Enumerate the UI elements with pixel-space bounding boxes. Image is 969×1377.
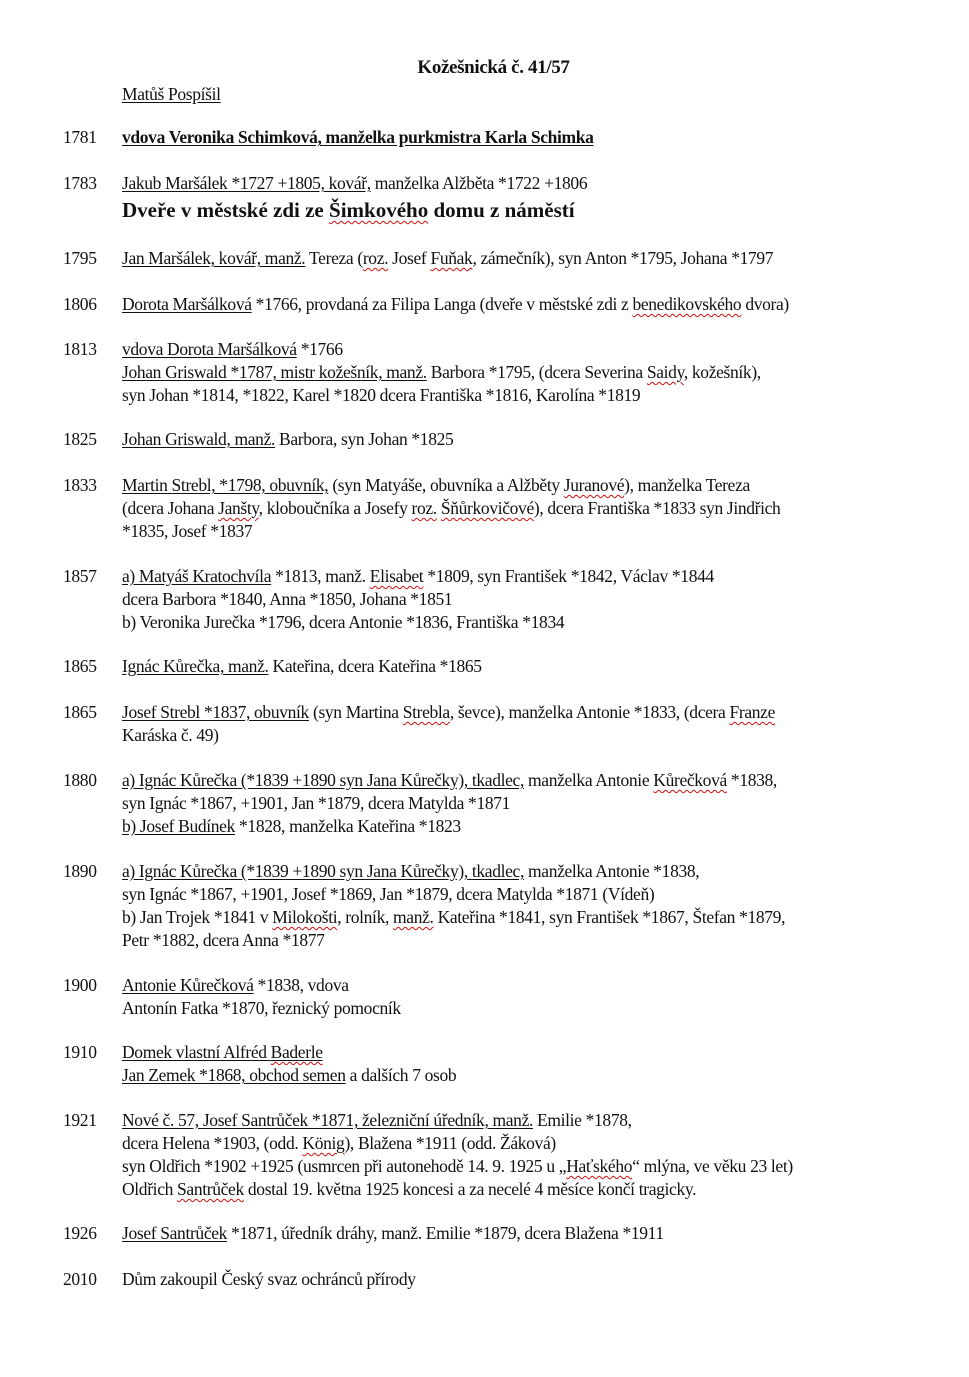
entry-line: dcera Helena *1903, (odd. König), Blažena *1911 (odd. Žáková) [122,1133,556,1153]
entry-line: b) Josef Budínek *1828, manželka Kateřina *1823 [122,816,461,836]
entry-line: dcera Barbora *1840, Anna *1850, Johana *1851 [122,589,453,609]
entry-year: 1880 [63,770,97,790]
entry-year: 1910 [63,1042,97,1062]
entry-line: Jan Maršálek, kovář, manž. Tereza (roz. Josef Fuňak, zámečník), syn Anton *1795, Johana *1797 [122,248,774,268]
entry-line: Nové č. 57, Josef Santrůček *1871, železniční úředník, manž. Emilie *1878, [122,1110,632,1130]
entry-line: Martin Strebl, *1798, obuvník, (syn Matyáše, obuvníka a Alžběty Juranové), manželka Tereza [122,475,750,495]
entry-text [122,1222,932,1245]
entry-line: Ignác Kůrečka, manž. Kateřina, dcera Kateřina *1865 [122,656,482,676]
entry-line: vdova Veronika Schimková, manželka purkmistra Karla Schimka [122,127,594,147]
entry-line: Domek vlastní Alfréd Baderle [122,1042,323,1062]
entry-line: b) Jan Trojek *1841 v Milokošti, rolník, manž. Kateřina *1841, syn František *1867, Štefan *1879, [122,907,786,927]
entry-line: Dorota Maršálková *1766, provdaná za Filipa Langa (dveře v městské zdi z benedikovského dvora) [122,294,789,314]
entry-text [122,428,932,451]
entry-year: 1865 [63,702,97,722]
entry-year: 1857 [63,566,97,586]
document-title: Kožešnická č. 41/57 [417,57,570,78]
entry-line: Johan Griswald *1787, mistr kožešník, manž. Barbora *1795, (dcera Severina Saidy, kožešník), [122,362,761,382]
entry-line: Josef Strebl *1837, obuvník (syn Martina Strebla, ševce), manželka Antonie *1833, (dcera Franze [122,702,775,722]
entry-line: Josef Santrůček *1871, úředník dráhy, manž. Emilie *1879, dcera Blažena *1911 [122,1223,664,1243]
entry-year: 1890 [63,861,97,881]
entry-line: a) Matyáš Kratochvíla *1813, manž. Elisabet *1809, syn František *1842, Václav *1844 [122,566,714,586]
entry-text [122,769,932,838]
entry-line: syn Ignác *1867, +1901, Josef *1869, Jan *1879, dcera Matylda *1871 (Vídeň) [122,884,655,904]
entry-text [122,474,932,543]
entry-year: 1865 [63,656,97,676]
entry-year: 1825 [63,429,97,449]
entry-line: syn Johan *1814, *1822, Karel *1820 dcera Františka *1816, Karolína *1819 [122,385,641,405]
entry-text [122,1041,932,1087]
entry-line: b) Veronika Jurečka *1796, dcera Antonie *1836, Františka *1834 [122,612,565,632]
entry-line: Oldřich Santrůček dostal 19. května 1925 koncesi a za necelé 4 měsíce končí tragicky. [122,1179,697,1199]
entry-text [122,565,932,634]
entry-year: 1921 [63,1110,97,1130]
entry-text [122,1109,932,1201]
entry-line: Karáska č. 49) [122,725,219,745]
author-name: Matůš Pospíšil [122,84,221,104]
entry-line: syn Oldřich *1902 +1925 (usmrcen při autonehodě 14. 9. 1925 u „Haťského“ mlýna, ve věku 23 let) [122,1156,793,1176]
entry-year: 1783 [63,173,97,193]
entry-text [122,172,932,224]
entry-year: 1900 [63,975,97,995]
entry-headline: Dveře v městské zdi ze Šimkového domu z náměstí [122,198,575,222]
entry-line: Antonín Fatka *1870, řeznický pomocník [122,998,401,1018]
entry-text [122,655,932,678]
document-author [122,83,221,105]
entry-text [122,126,932,149]
entry-line: vdova Dorota Maršálková *1766 [122,339,343,359]
entry-text [122,247,932,270]
entry-year: 1795 [63,248,97,268]
entry-text [122,338,932,407]
entry-year: 1781 [63,127,97,147]
entry-text [122,860,932,952]
entry-line: Petr *1882, dcera Anna *1877 [122,930,325,950]
entry-line: Johan Griswald, manž. Barbora, syn Johan *1825 [122,429,454,449]
entry-year: 1813 [63,339,97,359]
entry-text [122,701,932,747]
entry-line: Dům zakoupil Český svaz ochránců přírody [122,1269,416,1289]
entry-line: Jakub Maršálek *1727 +1805, kovář, manželka Alžběta *1722 +1806 [122,173,588,193]
entry-text [122,1268,932,1291]
entry-line: *1835, Josef *1837 [122,521,253,541]
entry-line: (dcera Johana Janšty, kloboučníka a Josefy roz. Šňůrkovičové), dcera Františka *1833 syn Jindřich [122,498,781,518]
entry-year: 1926 [63,1223,97,1243]
entry-line: syn Ignác *1867, +1901, Jan *1879, dcera Matylda *1871 [122,793,511,813]
entry-line: Jan Zemek *1868, obchod semen a dalších 7 osob [122,1065,457,1085]
entry-line: Antonie Kůrečková *1838, vdova [122,975,349,995]
entry-line: a) Ignác Kůrečka (*1839 +1890 syn Jana Kůrečky), tkadlec, manželka Antonie *1838, [122,861,700,881]
entry-year: 2010 [63,1269,97,1289]
entry-text [122,293,932,316]
entry-line: a) Ignác Kůrečka (*1839 +1890 syn Jana Kůrečky), tkadlec, manželka Antonie Kůrečková *1838, [122,770,777,790]
entry-text [122,974,932,1020]
entry-year: 1806 [63,294,97,314]
entry-year: 1833 [63,475,97,495]
